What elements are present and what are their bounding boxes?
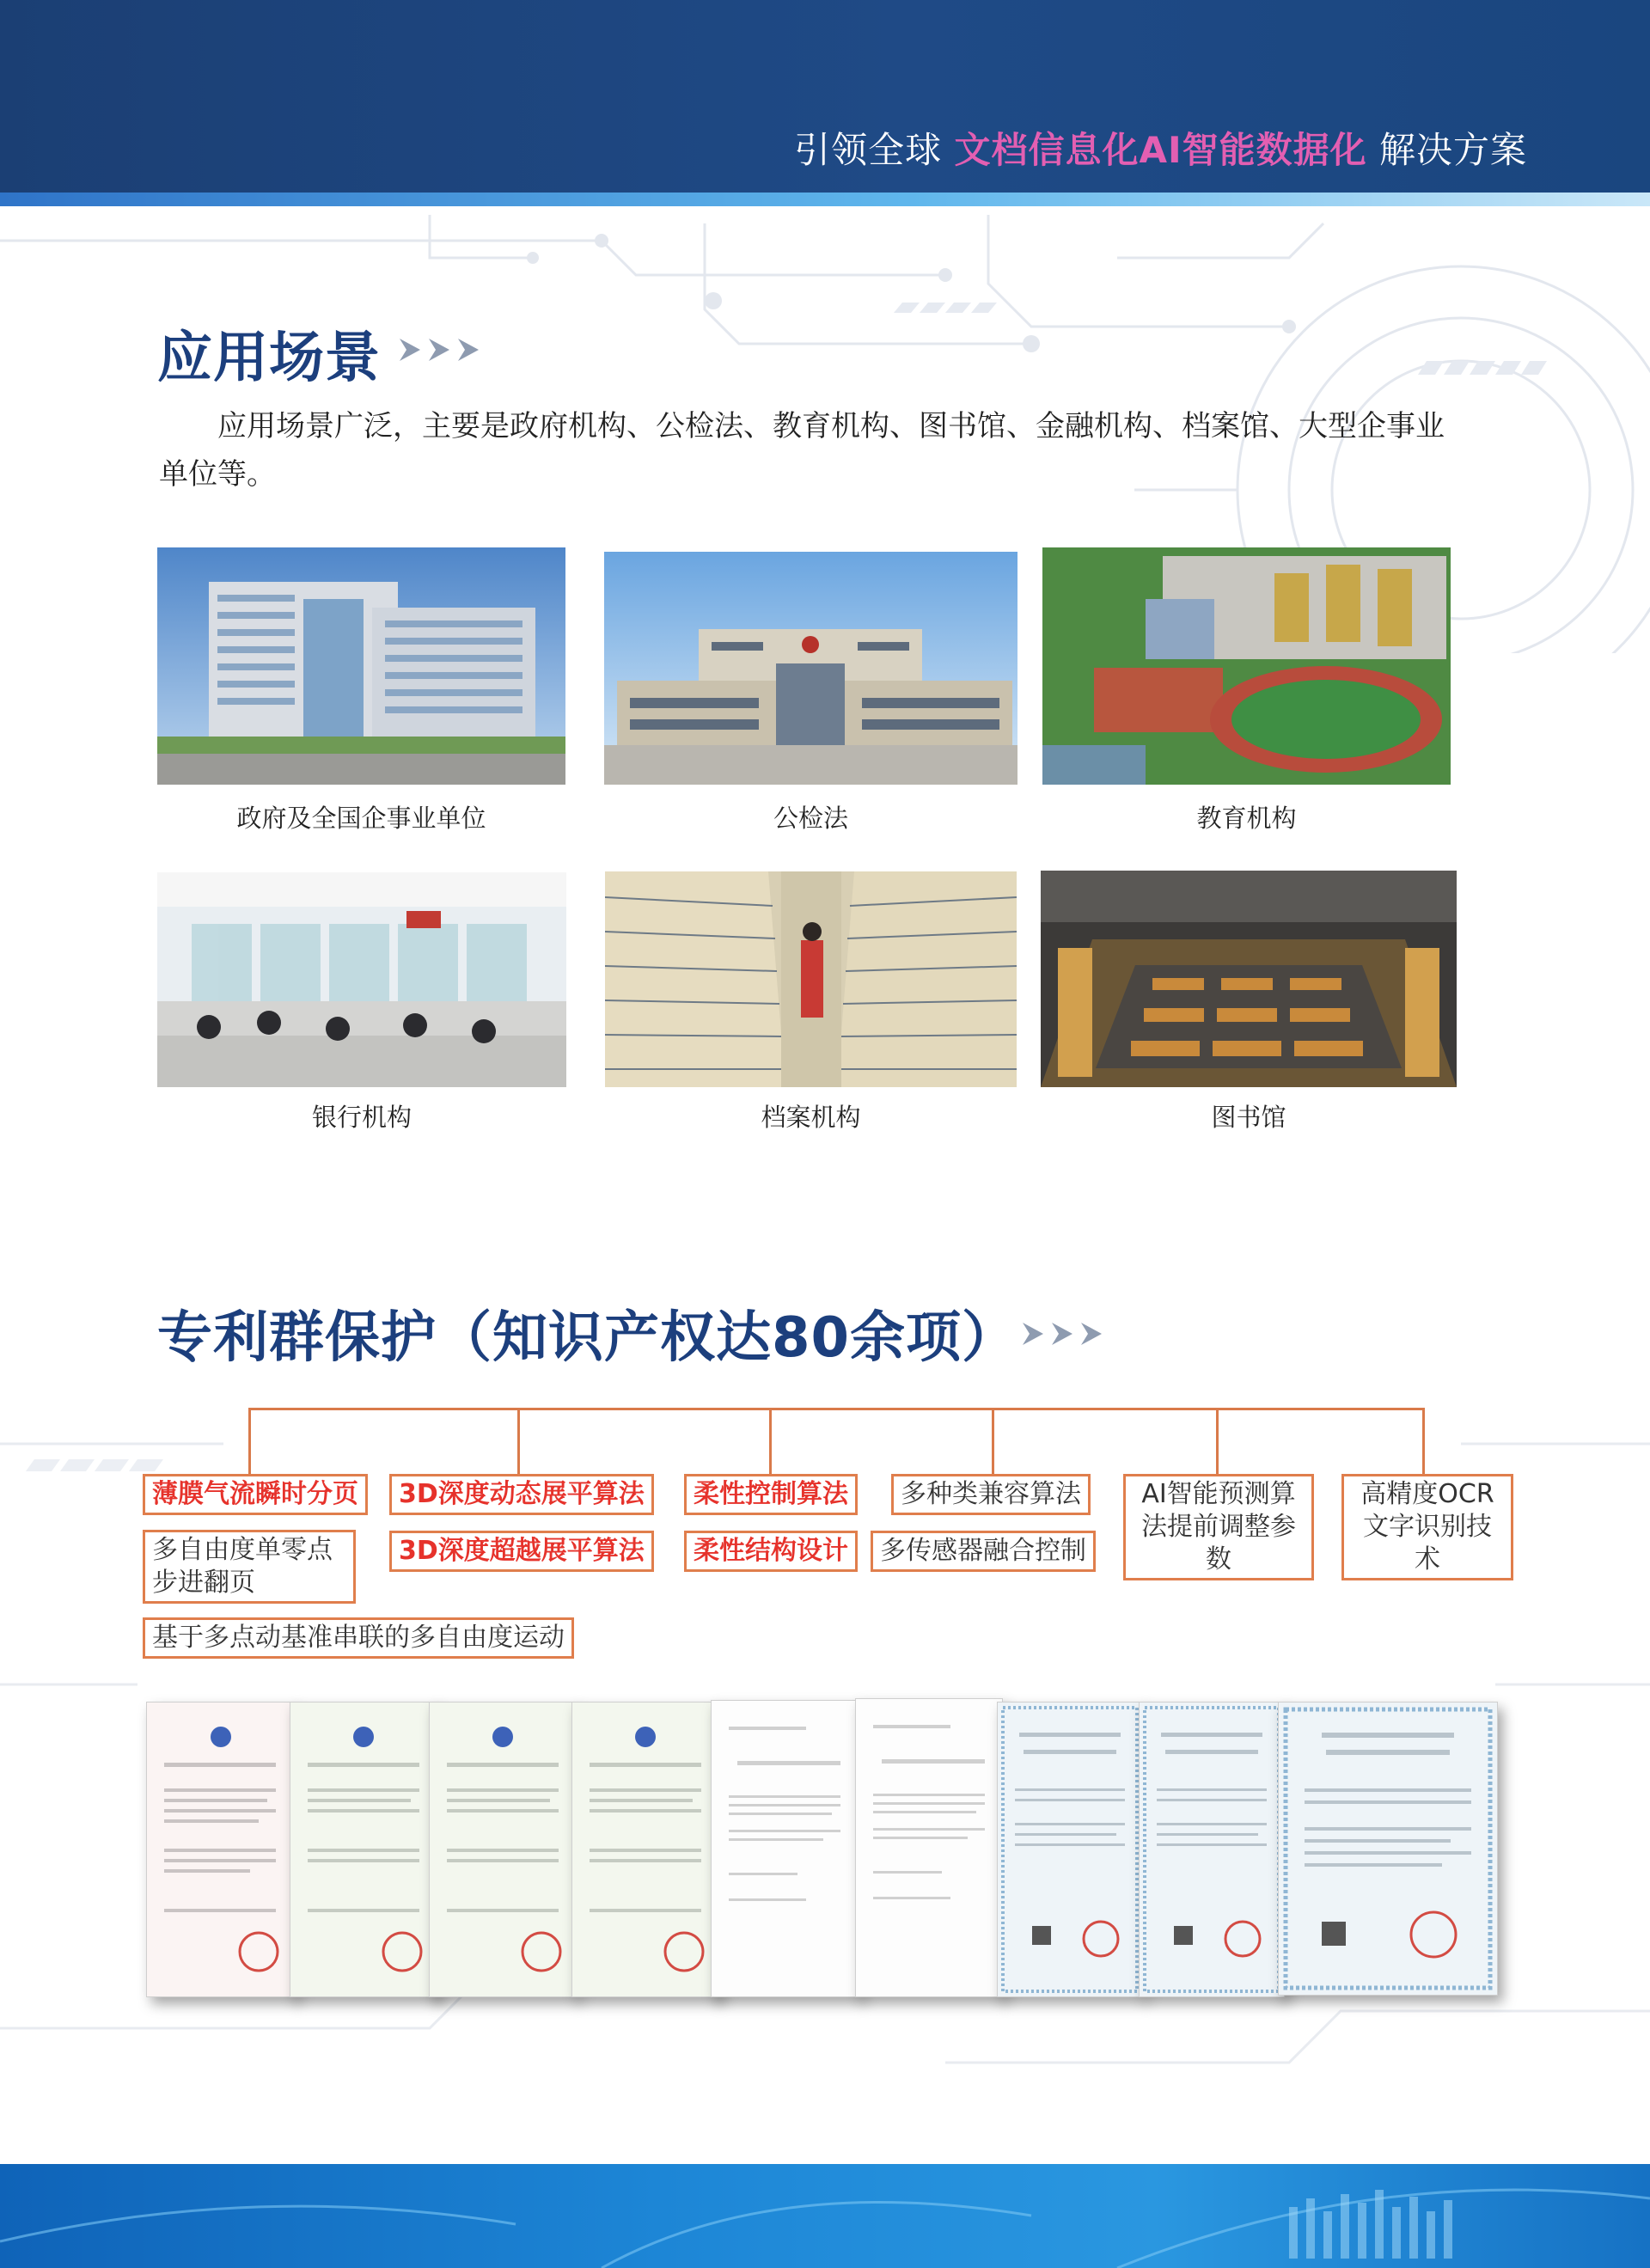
patent-tag-3d-beyond-flatten: 3D深度超越展平算法 — [389, 1531, 654, 1572]
tagline-prefix: 引领全球 — [794, 129, 943, 171]
certificate-patent-register-1 — [711, 1700, 860, 1997]
certificate-utility-patent-1 — [290, 1702, 437, 1997]
patent-tag-film-airflow: 薄膜气流瞬时分页 — [143, 1474, 368, 1515]
tagline-suffix: 解决方案 — [1378, 129, 1527, 171]
court-building-photo — [604, 552, 1018, 785]
certificate-utility-patent-3 — [571, 1702, 719, 1997]
tree-branch-5 — [1216, 1408, 1219, 1475]
certificate-software-copyright-1 — [997, 1702, 1143, 1997]
patent-tag-3d-dynamic-flatten: 3D深度动态展平算法 — [389, 1474, 654, 1515]
tagline-highlight: 文档信息化AI智能数据化 — [954, 129, 1367, 171]
certificate-utility-patent-2 — [429, 1702, 577, 1997]
patent-tag-multi-dof-page: 多自由度单零点步进翻页 — [143, 1530, 356, 1604]
scenario-caption-education: 教育机构 — [1196, 804, 1297, 833]
tree-branch-2 — [517, 1408, 520, 1475]
scenarios-title: 应用场景 — [157, 327, 381, 390]
patent-tag-multi-point-motion: 基于多点动基准串联的多自由度运动 — [143, 1617, 574, 1659]
scenario-caption-court: 公检法 — [773, 804, 848, 833]
government-building-photo — [157, 547, 565, 785]
tree-branch-1 — [248, 1408, 251, 1475]
scenario-caption-library: 图书馆 — [1211, 1103, 1286, 1132]
scenario-caption-archive: 档案机构 — [761, 1103, 861, 1132]
library-hall-photo — [1041, 871, 1457, 1087]
school-campus-photo — [1042, 547, 1451, 785]
scenario-caption-bank: 银行机构 — [311, 1103, 412, 1132]
patent-tag-ai-prediction: AI智能预测算法提前调整参数 — [1123, 1474, 1314, 1580]
chevron-arrows-icon — [1023, 1321, 1117, 1347]
patent-tag-sensor-fusion: 多传感器融合控制 — [871, 1531, 1096, 1572]
certificate-software-copyright-2 — [1139, 1702, 1285, 1997]
patents-title: 专利群保护（知识产权达80余项） — [157, 1306, 1018, 1370]
scenario-caption-government: 政府及全国企事业单位 — [236, 804, 486, 833]
tree-branch-6 — [1422, 1408, 1425, 1475]
patent-tag-ocr: 高精度OCR文字识别技术 — [1341, 1474, 1513, 1580]
header-tagline — [794, 122, 1527, 174]
chevron-arrows-icon — [400, 337, 494, 363]
header-band — [0, 0, 1650, 196]
certificate-invention-patent — [146, 1702, 296, 1997]
patent-tag-flexible-control: 柔性控制算法 — [684, 1474, 858, 1515]
scenarios-intro: 应用场景广泛，主要是政府机构、公检法、教育机构、图书馆、金融机构、档案馆、大型企事业单位等。 — [159, 409, 1445, 492]
patent-tag-multi-compatibility: 多种类兼容算法 — [891, 1474, 1091, 1515]
tree-horizontal-connector — [248, 1408, 1425, 1410]
certificate-patent-register-2 — [855, 1698, 1003, 1997]
bank-counter-photo — [157, 872, 566, 1087]
footer-band — [0, 2164, 1650, 2268]
patent-tag-flexible-structure: 柔性结构设计 — [684, 1531, 858, 1572]
tree-branch-4 — [992, 1408, 994, 1475]
archive-shelves-photo — [605, 871, 1017, 1087]
header-stripe — [0, 193, 1650, 206]
tree-branch-3 — [769, 1408, 772, 1475]
footer-circuit-decoration — [0, 2164, 1650, 2268]
certificate-software-copyright-3 — [1278, 1702, 1498, 1996]
